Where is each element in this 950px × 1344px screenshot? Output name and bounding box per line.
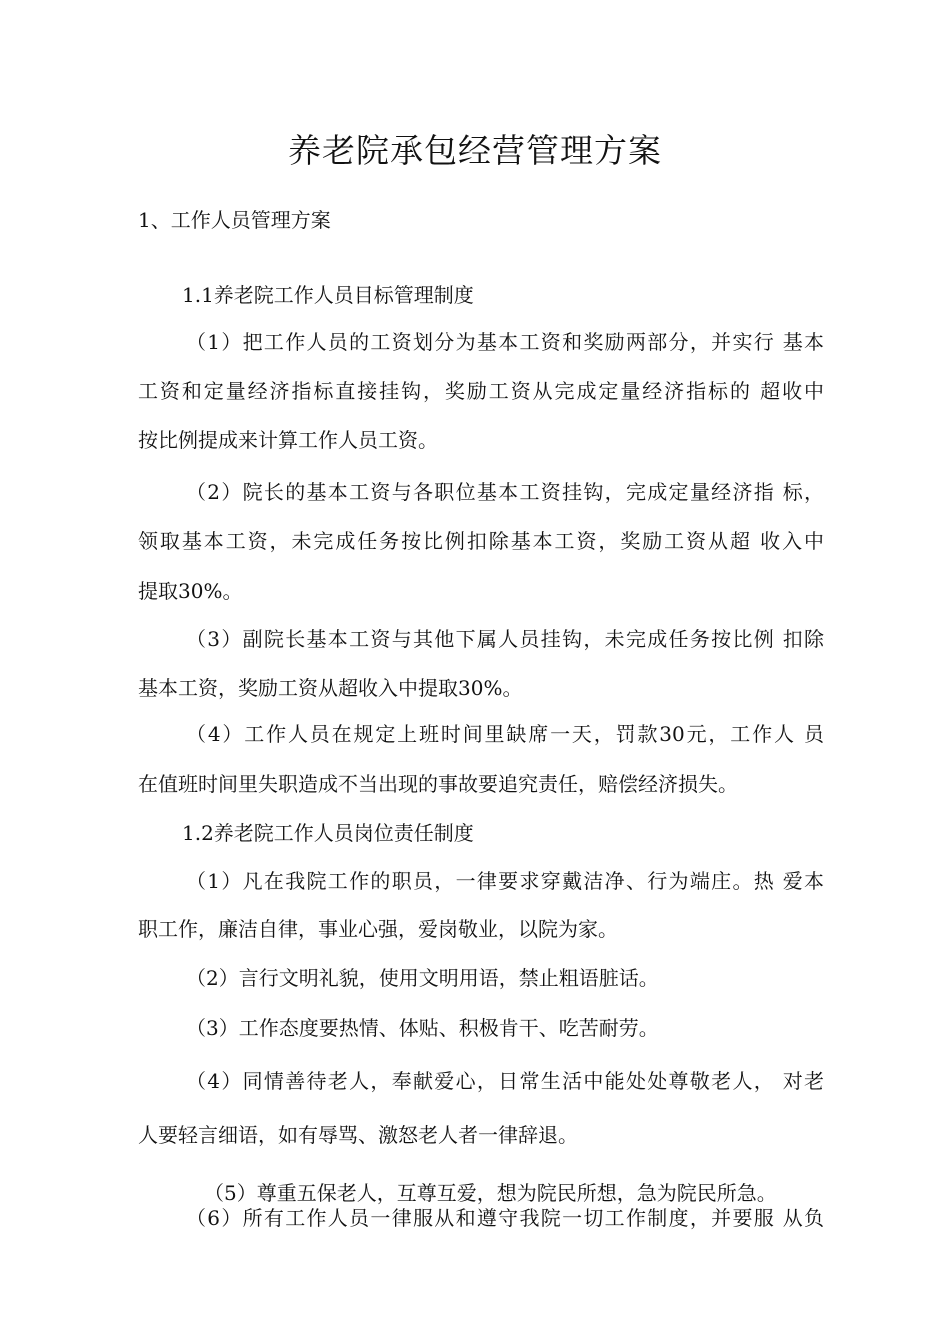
document-title: 养老院承包经营管理方案: [288, 131, 662, 170]
paragraph-line: 在值班时间里失职造成不当出现的事故要追究责任，赔偿经济损失。: [138, 772, 738, 796]
paragraph-line: （6）所有工作人员一律服从和遵守我院一切工作制度，并要服 从负: [186, 1206, 824, 1230]
paragraph-line: （1）把工作人员的工资划分为基本工资和奖励两部分，并实行 基本: [186, 330, 824, 354]
section-heading: 1、工作人员管理方案: [138, 208, 331, 232]
paragraph-line: （2）言行文明礼貌，使用文明用语，禁止粗语脏话。: [186, 966, 659, 990]
subsection-heading: 1.2养老院工作人员岗位责任制度: [182, 821, 474, 845]
paragraph-line: （2）院长的基本工资与各职位基本工资挂钩，完成定量经济指 标，: [186, 480, 824, 504]
paragraph-line: （4）工作人员在规定上班时间里缺席一天，罚款30元，工作人 员: [186, 722, 824, 746]
paragraph-line: （3）工作态度要热情、体贴、积极肯干、吃苦耐劳。: [186, 1016, 659, 1040]
paragraph-line: 基本工资，奖励工资从超收入中提取30%。: [138, 676, 523, 700]
paragraph-line: （1）凡在我院工作的职员，一律要求穿戴洁净、行为端庄。热 爱本: [186, 869, 824, 893]
paragraph-line: 职工作，廉洁自律，事业心强，爱岗敬业，以院为家。: [138, 917, 618, 941]
subsection-heading: 1.1养老院工作人员目标管理制度: [182, 283, 474, 307]
paragraph-line: 工资和定量经济指标直接挂钩，奖励工资从完成定量经济指标的 超收中: [138, 379, 824, 403]
paragraph-line: 按比例提成来计算工作人员工资。: [138, 428, 438, 452]
paragraph-line: 人要轻言细语，如有辱骂、激怒老人者一律辞退。: [138, 1123, 578, 1147]
paragraph-line: 领取基本工资，未完成任务按比例扣除基本工资，奖励工资从超 收入中: [138, 529, 824, 553]
paragraph-line: （3）副院长基本工资与其他下属人员挂钩，未完成任务按比例 扣除: [186, 627, 824, 651]
paragraph-line: （4）同情善待老人，奉献爱心，日常生活中能处处尊敬老人， 对老: [186, 1069, 824, 1093]
paragraph-line: 提取30%。: [138, 579, 243, 603]
paragraph-line: （5）尊重五保老人，互尊互爱，想为院民所想，急为院民所急。: [204, 1181, 777, 1205]
